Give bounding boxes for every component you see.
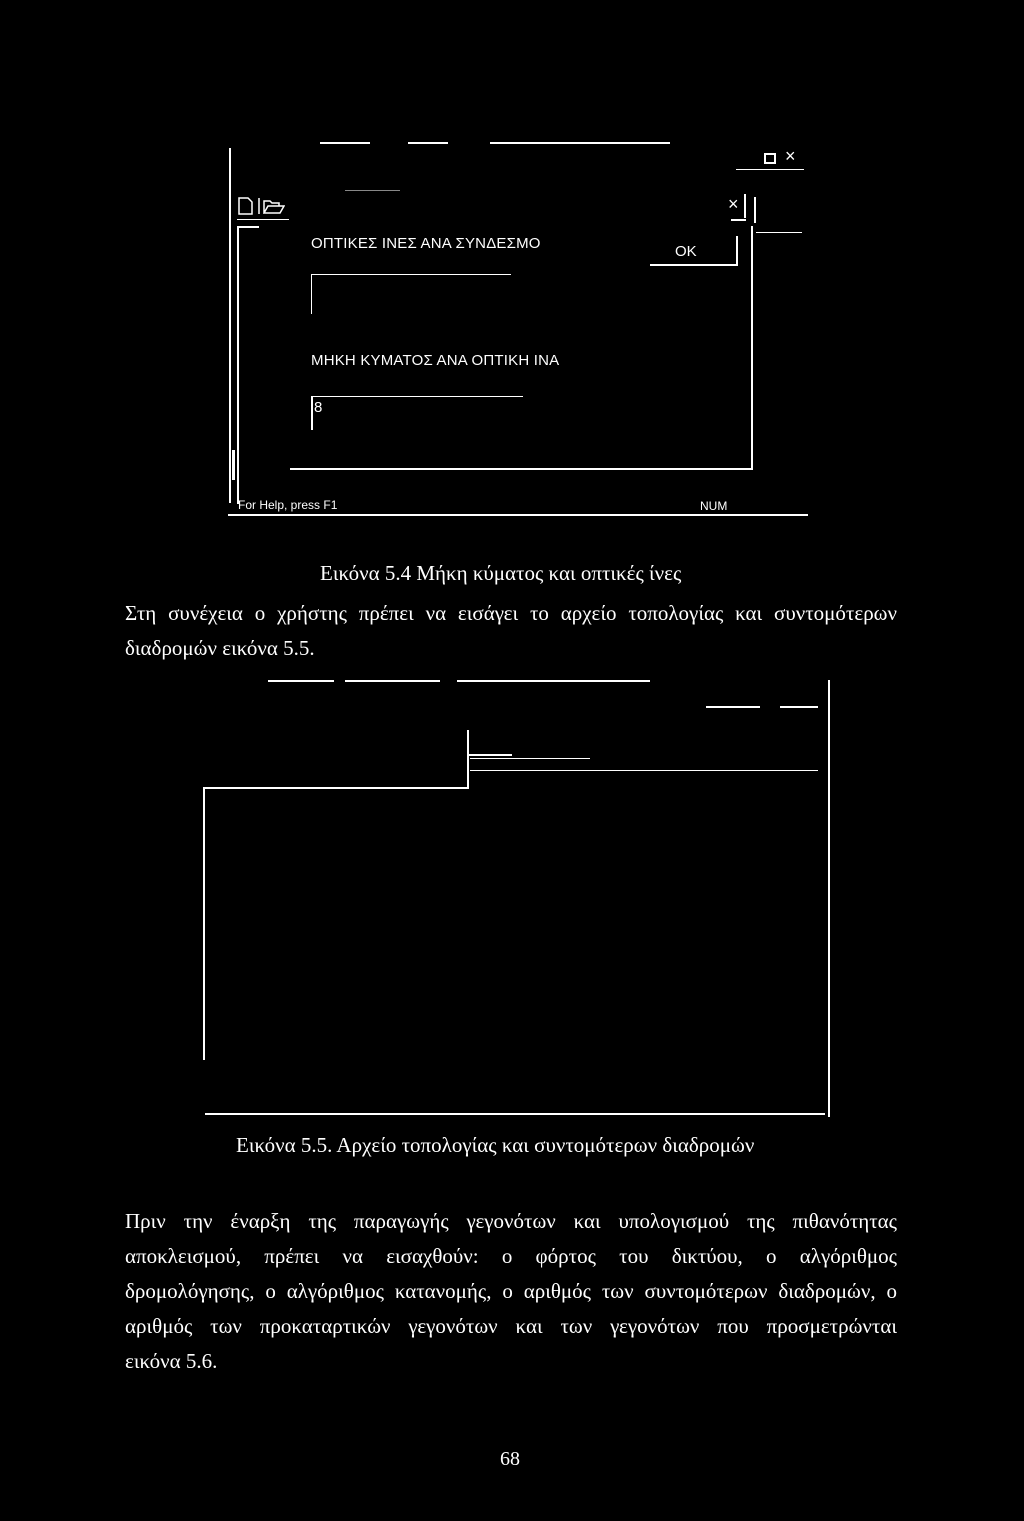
window-title-bar-segment: [408, 142, 448, 144]
window-controls: [736, 146, 804, 170]
window-title-bar-segment: [490, 142, 670, 144]
toolbar-underline: [237, 219, 289, 220]
file-list-top: [203, 787, 469, 789]
paragraph-line: δρομολόγησης, ο αλγόριθμος κατανομής, ο αριθμός των συντομότερων διαδρομών, ο: [125, 1279, 897, 1303]
page-number: 68: [500, 1448, 520, 1470]
figure-5-5-caption: Εικόνα 5.5. Αρχείο τοπολογίας και συντομότερων διαδρομών: [236, 1133, 755, 1157]
dialog-close-frame: [744, 194, 746, 218]
close-icon[interactable]: ×: [785, 146, 796, 166]
control-segment: [780, 706, 818, 708]
toolbar: [237, 195, 297, 219]
paragraph-line: αποκλεισμού, πρέπει να εισαχθούν: ο φόρτος του δικτύου, ο αλγόριθμος: [125, 1244, 897, 1268]
status-bar: [228, 494, 808, 518]
window-title-bar-segment: [320, 142, 370, 144]
ok-button[interactable]: [650, 236, 738, 266]
open-folder-icon[interactable]: [263, 197, 285, 215]
paragraph-line: αριθμός των προκαταρτικών γεγονότων και των γεγονότων που προσμετρώνται: [125, 1314, 897, 1338]
tab-top-line: [467, 754, 512, 756]
status-num-indicator: NUM: [700, 499, 728, 513]
tab-top-line: [470, 758, 590, 759]
wavelength-input-value: 8: [314, 399, 323, 416]
figure-5-4: [0, 0, 1024, 585]
paragraph-line: εικόνα 5.6.: [125, 1349, 218, 1373]
figure-5-4-caption: Εικόνα 5.4 Μήκη κύματος και οπτικές ίνες: [320, 561, 682, 585]
dialog-close-frame-top: [754, 197, 756, 223]
window-left-mark: [232, 450, 235, 480]
toolbar-divider-faint: [345, 190, 400, 191]
window-controls-underline: [736, 169, 804, 170]
window-left-edge: [229, 148, 231, 503]
ok-button-label: OK: [675, 243, 697, 260]
fibers-input[interactable]: [311, 274, 511, 314]
title-bar-segment: [457, 680, 650, 682]
dialog-bottom-edge: [290, 468, 753, 470]
dialog-right-edge: [751, 226, 753, 470]
window-right-edge: [828, 680, 830, 1117]
new-file-icon[interactable]: [237, 197, 255, 215]
status-help-text: For Help, press F1: [238, 498, 338, 512]
paragraph-line: Πριν την έναρξη της παραγωγής γεγονότων και υπολογισμού της πιθανότητας: [125, 1209, 897, 1233]
fibers-label: ΟΠΤΙΚΕΣ ΙΝΕΣ ΑΝΑ ΣΥΝΔΕΣΜΟ: [311, 235, 541, 252]
tab-left-edge: [467, 730, 469, 788]
intro-paragraph: [125, 596, 897, 666]
maximize-icon[interactable]: [764, 153, 776, 164]
closing-paragraph: [125, 1204, 897, 1379]
control-segment: [706, 706, 760, 708]
figure-5-5: [0, 670, 1024, 1100]
title-bar-segment: [345, 680, 440, 682]
paragraph-line: διαδρομών εικόνα 5.5.: [125, 636, 315, 660]
dialog-top-edge: [237, 226, 259, 228]
outer-frame-stub: [756, 232, 802, 233]
file-list-left: [203, 787, 205, 1060]
paragraph-line: Στη συνέχεια ο χρήστης πρέπει να εισάγει το αρχείο τοπολογίας και συντομότερων: [125, 601, 897, 625]
panel-top-line: [470, 770, 818, 771]
dialog-close-icon[interactable]: ×: [728, 194, 739, 214]
dialog-left-edge: [237, 226, 239, 504]
divider-icon: [257, 197, 261, 215]
dialog-title-underline: [731, 219, 746, 221]
wavelength-label: ΜΗΚΗ ΚΥΜΑΤΟΣ ΑΝΑ ΟΠΤΙΚΗ ΙΝΑ: [311, 352, 560, 369]
wavelength-input[interactable]: [311, 396, 523, 430]
file-list-bottom: [205, 1113, 825, 1115]
title-bar-segment: [268, 680, 334, 682]
